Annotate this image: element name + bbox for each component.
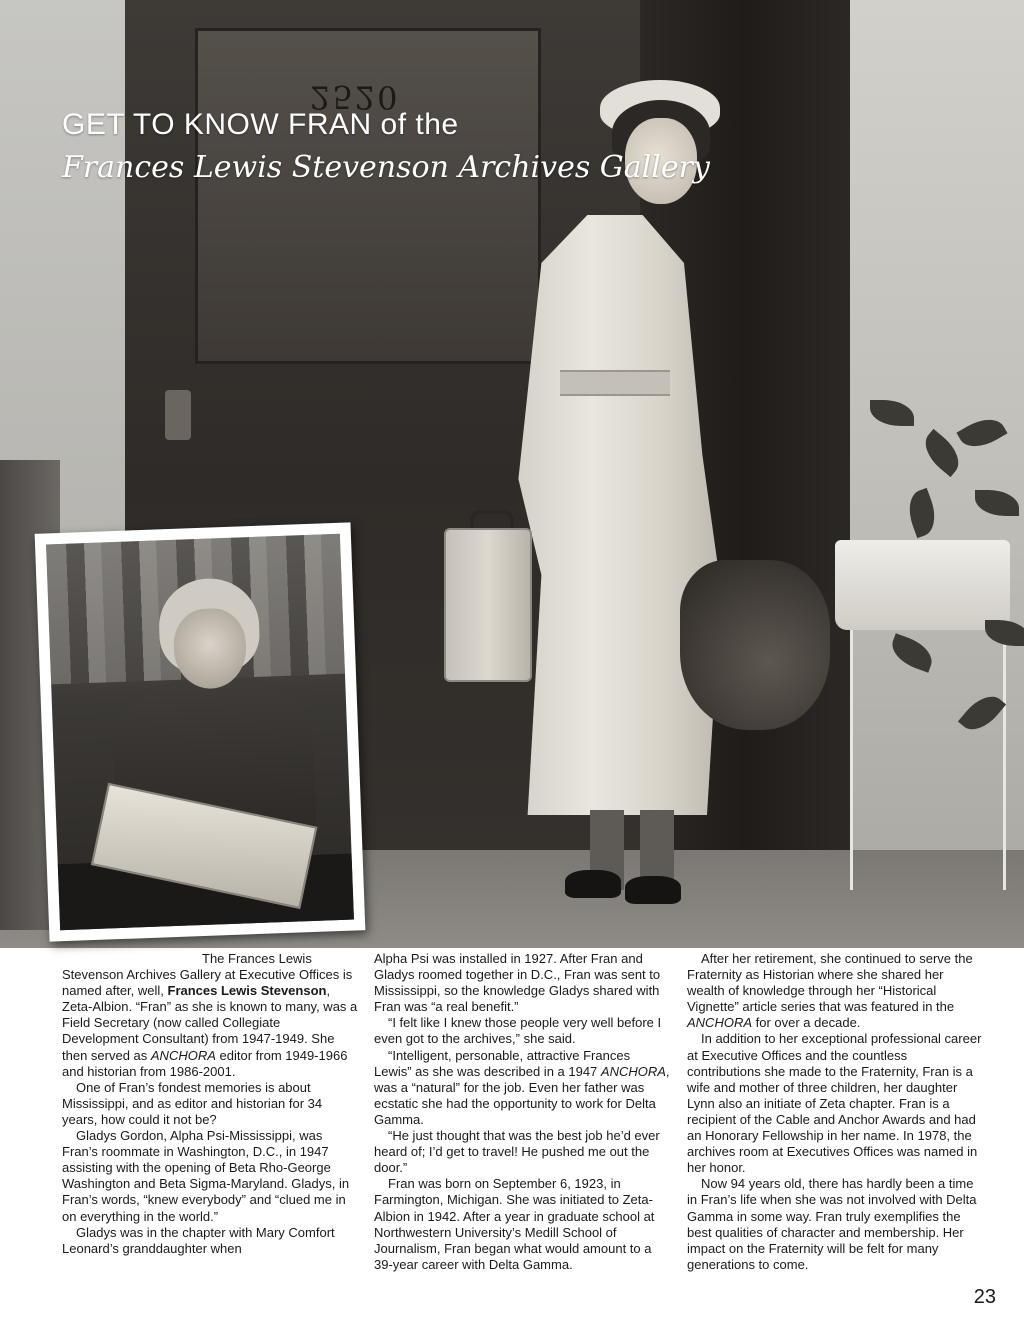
- article-paragraph: Fran was born on September 6, 1923, in Farmington, Michigan. She was initiated to Zeta-Albion in 1942. After a year in graduate school at Northwestern University’s Medill School of Journalism, Fran began what would amount to a 39-year career with Delta Gamma.: [374, 1176, 655, 1272]
- magazine-title: ANCHORA: [600, 1063, 666, 1079]
- handbag-icon: [680, 560, 830, 730]
- text-span: , Zeta-Albion. “Fran” as she is known to many, was a Field Secretary (now called Collegiate Development Consultant) from 1947-1949. She then served as: [62, 983, 358, 1063]
- text-span: After her retirement, she continued to serve the Fraternity as Historian where she shared her wealth of knowledge through her “Historical Vignette” article series that was featured in the: [687, 951, 973, 1015]
- article-paragraph: [687, 951, 983, 1031]
- text-span: , was a “natural” for the job. Even her father was ecstatic she had the opportunity to work for Delta Gamma.: [374, 1063, 670, 1127]
- planter-box: [835, 540, 1010, 630]
- article-paragraph: Now 94 years old, there has hardly been a time in Fran’s life when she was not involved with Delta Gamma in some way. Fran truly exemplifies the best qualities of character and membership. Her impact on the Fraternity will be felt for many generations to come.: [687, 1176, 977, 1272]
- door-handle: [165, 390, 191, 440]
- article-column-2: [374, 951, 670, 1273]
- article-paragraph: Gladys Gordon, Alpha Psi-Mississippi, was Fran’s roommate in Washington, D.C., in 1947 assisting with the opening of Beta Rho-George Washington and Beta Sigma-Maryland. Gladys, in Fran’s words, “knew everybody” and “clued me in on everything in the world.”: [62, 1128, 350, 1224]
- title-script-line: Frances Lewis Stevenson Archives Gallery: [62, 150, 710, 185]
- article-paragraph: In addition to her exceptional professional career at Executive Offices and the countless contributions she made to the Fraternity, Fran is a wife and mother of three children, her daughter Lynn also an initiate of Zeta chapter. Fran is a recipient of the Cable and Anchor Awards and had an Honorary Fellowship in her name. In 1978, the archives room at Executives Offices was named in her honor.: [687, 1031, 982, 1176]
- page-number: 23: [973, 1286, 996, 1308]
- article-paragraph: One of Fran’s fondest memories is about Mississippi, and as editor and historian for 34 years, how could it not be?: [62, 1079, 323, 1127]
- door-number: 2520: [310, 78, 400, 116]
- article-paragraph: [374, 1048, 670, 1128]
- text-span: “Intelligent, personable, attractive Frances Lewis” as she was described in a 1947: [374, 1047, 631, 1079]
- shoe-left: [565, 870, 621, 898]
- shoe-right: [625, 876, 681, 904]
- inset-portrait-photo: [46, 534, 354, 931]
- article-column-1: [62, 951, 358, 1257]
- article-column-3: [687, 951, 983, 1273]
- text-span: The Frances Lewis Stevenson Archives Gallery at Executive Offices is named after, well,: [62, 951, 353, 999]
- magazine-title: ANCHORA: [150, 1047, 216, 1063]
- inset-portrait-frame: [35, 522, 366, 941]
- text-span: editor from 1949-1966 and historian from 1986-2001.: [62, 1047, 348, 1079]
- article-paragraph: “He just thought that was the best job he’d ever heard of; I’d get to travel! He pushed me out the door.”: [374, 1128, 660, 1176]
- article-paragraph: Gladys was in the chapter with Mary Comfort Leonard’s granddaughter when: [62, 1224, 335, 1256]
- coat-belt: [560, 370, 670, 396]
- article-paragraph: Alpha Psi was installed in 1927. After Fran and Gladys roomed together in D.C., Fran was sent to Mississippi, so the knowledge Gladys shared with Fran was “a real benefit.”: [374, 951, 661, 1015]
- name-bold: Frances Lewis Stevenson: [167, 983, 327, 999]
- article-paragraph: [62, 951, 358, 1080]
- suitcase-icon: [444, 528, 532, 682]
- title-line-1: GET TO KNOW FRAN of the: [62, 108, 459, 141]
- article-paragraph: “I felt like I knew those people very well before I even got to the archives,” she said.: [374, 1015, 662, 1047]
- text-span: for over a decade.: [752, 1015, 861, 1031]
- magazine-title: ANCHORA: [687, 1015, 753, 1031]
